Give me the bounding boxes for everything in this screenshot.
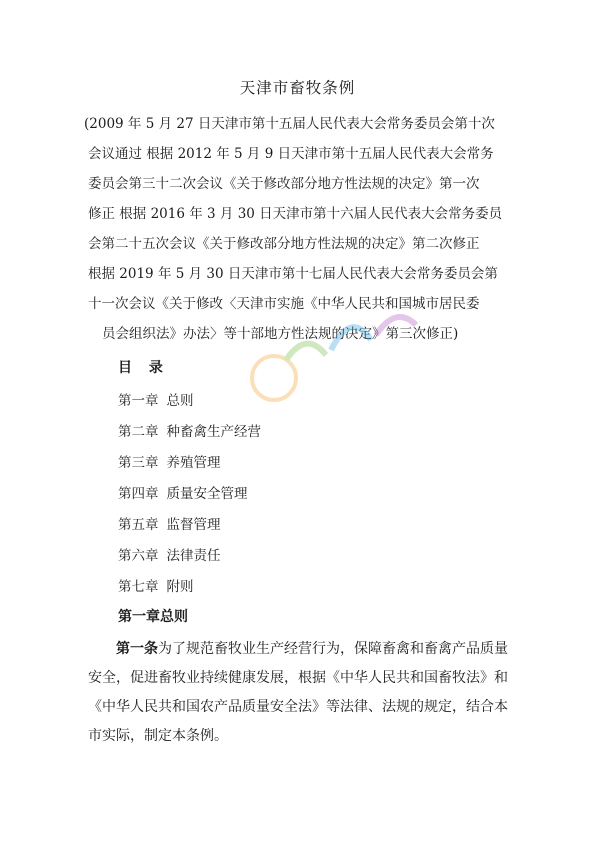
history-line: 委员会第三十二次会议《关于修改部分地方性法规的决定》第一次	[88, 176, 480, 192]
toc-item	[118, 479, 261, 510]
toc-chapter-name: 养殖管理	[166, 455, 221, 471]
toc-chapter-name: 质量安全管理	[166, 486, 248, 502]
toc-chapter-number: 第三章	[118, 455, 159, 471]
article-text: 为了规范畜牧业生产经营行为，保障畜禽和畜禽产品质量	[158, 641, 508, 657]
toc-item	[118, 510, 261, 541]
toc-chapter-number: 第二章	[118, 424, 159, 440]
article-line	[88, 635, 512, 664]
table-of-contents	[118, 386, 261, 603]
article-line: 市实际，制定本条例。	[88, 728, 228, 744]
toc-heading: 目 录	[118, 360, 169, 376]
history-line: 会议通过 根据 2012 年 5 月 9 日天津市第十五届人民代表大会常务	[88, 146, 494, 162]
toc-chapter-name: 种畜禽生产经营	[166, 424, 261, 440]
article-1	[88, 635, 512, 751]
history-line: 员会组织法》办法〉等十部地方性法规的决定》第三次修正)	[102, 326, 459, 342]
article-line: 《中华人民共和国农产品质量安全法》等法律、法规的规定，结合本	[88, 699, 508, 715]
toc-chapter-name: 附则	[166, 579, 194, 595]
toc-item	[118, 386, 261, 417]
toc-chapter-number: 第七章	[118, 579, 159, 595]
history-line: 十一次会议《关于修改〈天津市实施《中华人民共和国城市居民委	[88, 296, 480, 312]
document-title: 天津市畜牧条例	[239, 79, 356, 97]
toc-chapter-name: 监督管理	[166, 517, 221, 533]
article-number: 第一条	[116, 641, 158, 657]
toc-item	[118, 417, 261, 448]
legislative-history	[84, 109, 513, 349]
history-line: 修正 根据 2016 年 3 月 30 日天津市第十六届人民代表大会常务委员	[88, 206, 503, 222]
toc-item	[118, 572, 261, 603]
history-line: 会第二十五次会议《关于修改部分地方性法规的决定》第二次修正	[88, 236, 480, 252]
toc-chapter-number: 第四章	[118, 486, 159, 502]
article-line: 安全，促进畜牧业持续健康发展，根据《中华人民共和国畜牧法》和	[88, 670, 508, 686]
history-line: 根据 2019 年 5 月 30 日天津市第十七届人民代表大会常务委员会第	[88, 266, 498, 282]
toc-chapter-number: 第五章	[118, 517, 159, 533]
chapter-heading: 第一章总则	[118, 609, 188, 625]
toc-chapter-name: 法律责任	[166, 548, 221, 564]
toc-chapter-name: 总则	[166, 393, 194, 409]
toc-item	[118, 541, 261, 572]
toc-chapter-number: 第一章	[118, 393, 159, 409]
history-line: (2009 年 5 月 27 日天津市第十五届人民代表大会常务委员会第十次	[84, 116, 495, 132]
toc-item	[118, 448, 261, 479]
toc-chapter-number: 第六章	[118, 548, 159, 564]
